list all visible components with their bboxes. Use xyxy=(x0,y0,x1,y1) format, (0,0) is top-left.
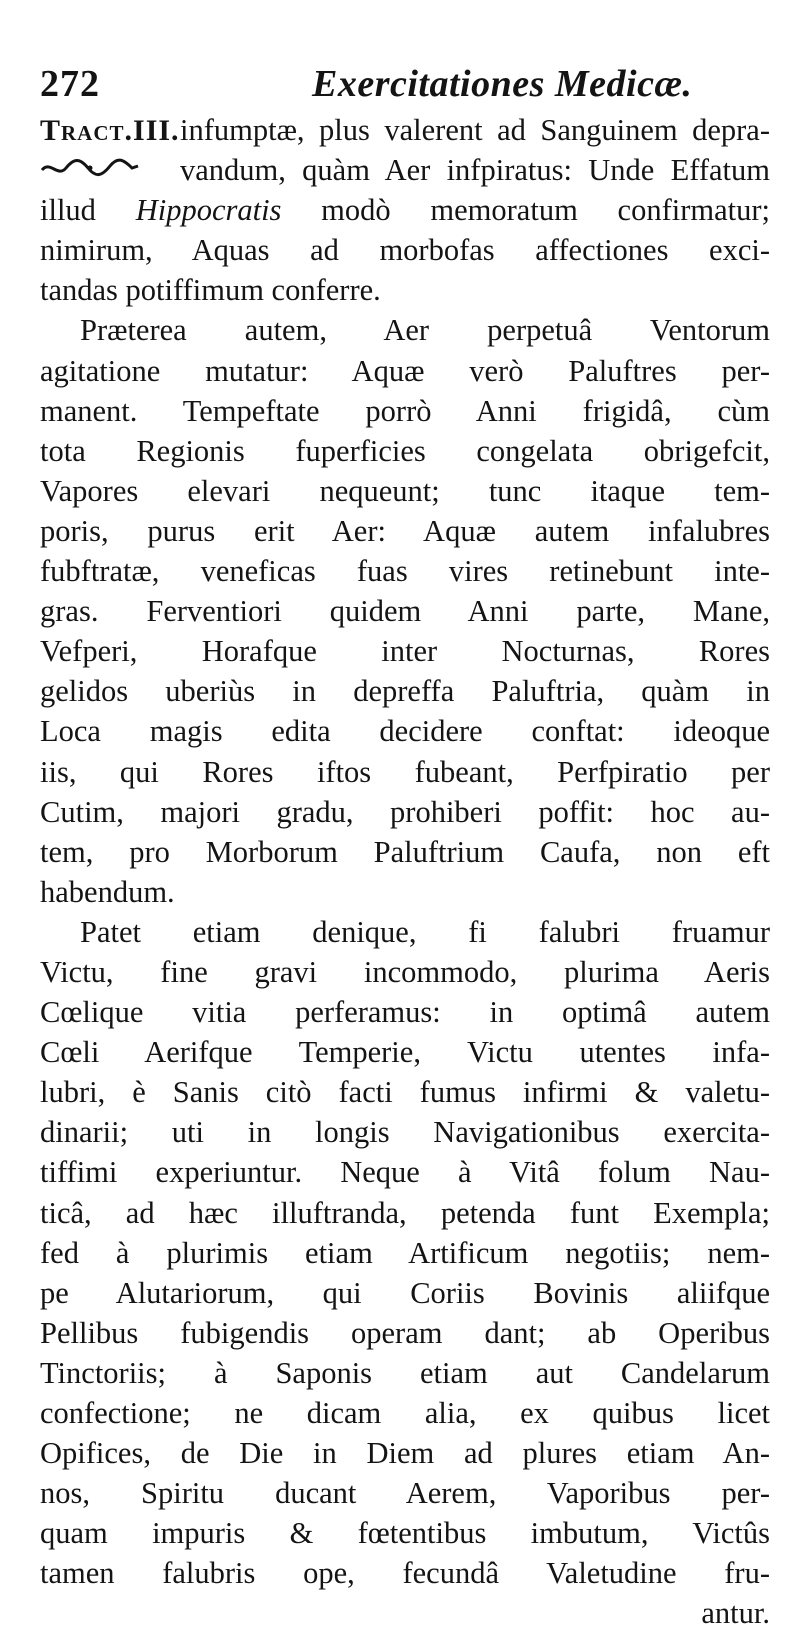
page-number: 272 xyxy=(40,63,100,105)
text-line: Vapores elevari nequeunt; tunc itaque tem- xyxy=(40,473,770,508)
text-line: ticâ, ad hæc illuftranda, petenda funt Exempla; xyxy=(40,1195,770,1230)
text-line: fubftratæ, veneficas fuas vires retinebunt inte- xyxy=(40,554,770,589)
text-line: Cœli Aerifque Temperie, Victu utentes infa- xyxy=(40,1035,770,1070)
text-line: fed à plurimis etiam Artificum negotiis; nem- xyxy=(40,1235,770,1270)
text-line: iis, qui Rores iftos fubeant, Perfpiratio per xyxy=(40,754,770,789)
text-line: lubri, è Sanis citò facti fumus infirmi & valetu- xyxy=(40,1075,770,1110)
text-line: infumptæ, plus valerent ad Sanguinem depra- xyxy=(180,113,770,147)
margin-note-tract: Tract.III. xyxy=(40,114,180,147)
text-line: tamen falubris ope, fecundâ Valetudine fru- xyxy=(40,1556,770,1591)
running-head xyxy=(40,62,770,112)
text-line: Victu, fine gravi incommodo, plurima Aeris xyxy=(40,954,770,989)
text-line: vandum, quàm Aer infpiratus: Unde Effatum xyxy=(180,153,770,188)
text-line: Loca magis edita decidere conftat: ideoque xyxy=(40,714,770,749)
text-line: gelidos uberiùs in depreffa Paluftria, quàm in xyxy=(40,674,770,709)
text-line: Præterea autem, Aer perpetuâ Ventorum xyxy=(80,313,770,348)
text-line: confectione; ne dicam alia, ex quibus licet xyxy=(40,1396,770,1430)
text-line: quam impuris & fœtentibus imbutum, Victûs xyxy=(40,1516,770,1551)
running-title: Exercitationes Medicæ. xyxy=(312,63,693,105)
text-line: tiffimi experiuntur. Neque à Vitâ folum Nau- xyxy=(40,1155,770,1190)
text-line: Pellibus fubigendis operam dant; ab Operibus xyxy=(40,1315,770,1350)
text-line: pe Alutariorum, qui Coriis Bovinis aliifque xyxy=(40,1275,770,1310)
text-line: dinarii; uti in longis Navigationibus exercita- xyxy=(40,1115,770,1150)
text-line: Opifices, de Die in Diem ad plures etiam An- xyxy=(40,1436,770,1471)
text-line: poris, purus erit Aer: Aquæ autem infalubres xyxy=(40,513,770,548)
text-line: Vefperi, Horafque inter Nocturnas, Rores xyxy=(40,634,770,669)
text-line: illud Hippocratis modò memoratum confirmatur; xyxy=(40,193,770,228)
text-line: Patet etiam denique, fi falubri fruamur xyxy=(80,914,770,949)
text-line: agitatione mutatur: Aquæ verò Paluftres per- xyxy=(40,353,770,388)
text-line: tota Regionis fuperficies congelata obrigefcit, xyxy=(40,433,770,468)
text-line: gras. Ferventiori quidem Anni parte, Mane, xyxy=(40,594,770,629)
text-line: Cœlique vitia perferamus: in optimâ autem xyxy=(40,995,770,1030)
text-line: tem, pro Morborum Paluftrium Caufa, non eft xyxy=(40,834,770,869)
text-line: Tinctoriis; à Saponis etiam aut Candelarum xyxy=(40,1355,770,1390)
catchword: antur. xyxy=(701,1596,770,1631)
text-line: manent. Tempeftate porrò Anni frigidâ, cùm xyxy=(40,393,770,428)
text-line: nimirum, Aquas ad morbofas affectiones exci- xyxy=(40,233,770,268)
text-line: habendum. xyxy=(40,874,175,909)
body-text xyxy=(40,110,770,1634)
text-line: Cutim, majori gradu, prohiberi poffit: hoc au- xyxy=(40,794,770,829)
text-line: nos, Spiritu ducant Aerem, Vaporibus per- xyxy=(40,1476,770,1511)
text-line: tandas potiffimum conferre. xyxy=(40,273,381,308)
